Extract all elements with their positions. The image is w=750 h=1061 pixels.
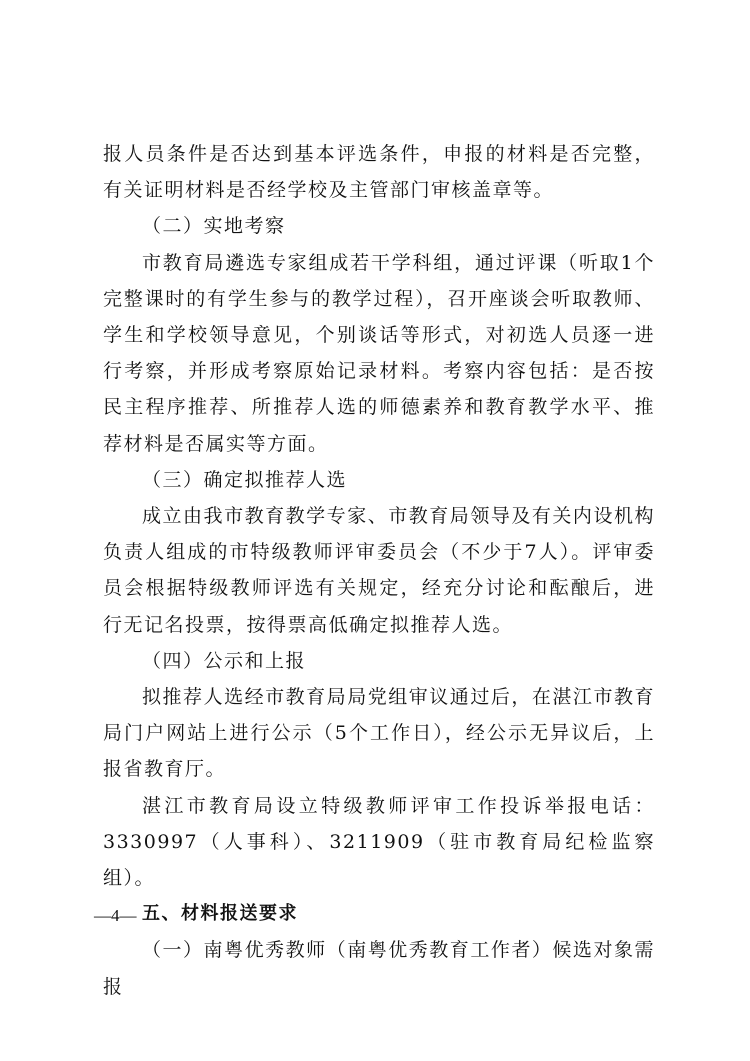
paragraph-site-inspection: 市教育局遴选专家组成若干学科组，通过评课（听取1个完整课时的有学生参与的教学过程），召开座谈会听取教师、学生和学校领导意见，个别谈话等形式，对初选人员逐一进行考察，并形成考察原始记录材料。考察内容包括：是否按民主程序推荐、所推荐人选的师德素养和教育教学水平、推荐材料是否属实等方面。	[103, 251, 655, 455]
paragraph-materials-start: （一）南粤优秀教师（南粤优秀教育工作者）候选对象需报	[103, 939, 655, 998]
subheading-publicity-report: （四）公示和上报	[142, 649, 307, 672]
subheading-determine-candidates: （三）确定拟推荐人选	[142, 468, 348, 491]
paragraph-publicity-report: 拟推荐人选经市教育局局党组审议通过后，在湛江市教育局门户网站上进行公示（5个工作日），经公示无异议后，上报省教育厅。	[103, 686, 655, 781]
page-number: —4—	[94, 906, 137, 925]
subheading-site-inspection: （二）实地考察	[142, 215, 286, 238]
paragraph-determine-candidates: 成立由我市教育教学专家、市教育局领导及有关内设机构负责人组成的市特级教师评审委员会（不少于7人）。评审委员会根据特级教师评选有关规定，经充分讨论和酝酿后，进行无记名投票，按得票高低确定拟推荐人选。	[103, 505, 655, 636]
section-heading-materials: 五、材料报送要求	[142, 903, 298, 925]
paragraph-complaint-hotline: 湛江市教育局设立特级教师评审工作投诉举报电话：3330997（人事科）、3211909（驻市教育局纪检监察组）。	[103, 794, 655, 890]
document-body	[103, 136, 655, 1005]
paragraph-continuation: 报人员条件是否达到基本评选条件，申报的材料是否完整，有关证明材料是否经学校及主管部门审核盖章等。	[103, 143, 655, 202]
